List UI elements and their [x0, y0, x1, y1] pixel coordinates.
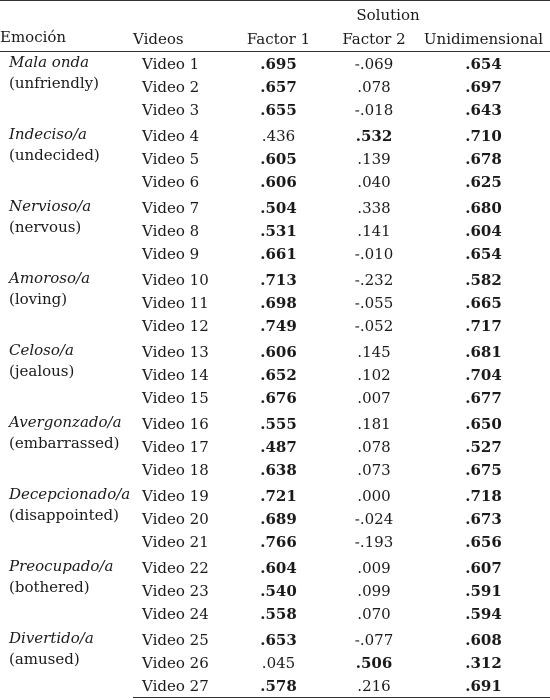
factor2-loading: -.055	[354, 293, 394, 312]
emotion-english: (unfriendly)	[9, 74, 99, 92]
table-body	[0, 52, 550, 698]
emotion-spanish: Divertido/a	[9, 629, 94, 647]
unidimensional-loading: .591	[465, 581, 502, 600]
unidimensional-loading: .680	[417, 195, 550, 220]
unidimensional-loading: .607	[417, 555, 550, 580]
factor2-loading: -.024	[354, 509, 394, 528]
factor1-loading: .766	[260, 532, 297, 551]
emotion-english: (disappointed)	[9, 506, 119, 524]
unidimensional-loading: .656	[465, 532, 502, 551]
factor1-loading: .604	[226, 555, 331, 580]
factor1-loading: .657	[260, 77, 297, 96]
emotion-label	[0, 52, 133, 123]
factor1-loading: .540	[260, 581, 297, 600]
video-label: Video 15	[142, 388, 209, 407]
video-label: Video 10	[133, 267, 226, 292]
factor1-loading: .676	[260, 388, 297, 407]
unidimensional-loading: .681	[417, 339, 550, 364]
factor2-loading: -.010	[354, 244, 394, 263]
video-label: Video 18	[142, 460, 209, 479]
factor1-loading: .606	[226, 339, 331, 364]
emotion-label	[0, 195, 133, 267]
video-label: Video 11	[142, 293, 209, 312]
factor1-loading: .504	[226, 195, 331, 220]
unidimensional-loading: .697	[465, 77, 502, 96]
emotion-label	[0, 627, 133, 698]
video-label: Video 26	[142, 653, 209, 672]
unidimensional-loading: .608	[417, 627, 550, 652]
table-row	[0, 555, 550, 580]
video-label: Video 2	[142, 77, 200, 96]
video-label: Video 27	[133, 674, 226, 698]
factor2-loading: .506	[355, 653, 393, 672]
factor1-loading: .695	[260, 54, 297, 73]
factor2-loading: -.069	[354, 54, 394, 73]
factor2-loading: .070	[357, 604, 391, 623]
factor2-loading: -.018	[354, 100, 394, 119]
table-row	[0, 123, 550, 148]
video-label: Video 24	[142, 604, 209, 623]
factor2-loading: .141	[357, 221, 391, 240]
factor2-loading: .102	[357, 365, 391, 384]
unidimensional-loading: .625	[465, 172, 502, 191]
unidimensional-loading: .665	[465, 293, 502, 312]
emotion-english: (embarrassed)	[9, 434, 120, 452]
unidimensional-loading: .527	[465, 437, 502, 456]
unidimensional-loading: .594	[465, 604, 502, 623]
video-label: Video 9	[142, 244, 200, 263]
emotion-column-header: Emoción	[0, 24, 133, 52]
solution-header: Solution	[226, 1, 550, 25]
video-label: Video 23	[142, 581, 209, 600]
video-label: Video 13	[133, 339, 226, 364]
factor1-loading: .045	[261, 653, 296, 672]
emotion-english: (jealous)	[9, 362, 75, 380]
unidimensional-loading: .654	[465, 244, 502, 263]
factor2-loading: .009	[331, 555, 417, 580]
factor2-loading: .078	[357, 437, 391, 456]
emotion-english: (undecided)	[9, 146, 100, 164]
factor1-loading: .638	[260, 460, 297, 479]
unidimensional-loading: .718	[417, 483, 550, 508]
unidimensional-loading: .654	[465, 54, 502, 73]
unidimensional-loading: .678	[465, 149, 502, 168]
video-label: Video 3	[142, 100, 200, 119]
factor2-loading: .145	[331, 339, 417, 364]
video-label: Video 22	[133, 555, 226, 580]
unidimensional-loading: .582	[417, 267, 550, 292]
video-label: Video 12	[142, 316, 209, 335]
video-label: Video 25	[133, 627, 226, 652]
factor2-loading: .000	[331, 483, 417, 508]
emotion-label	[0, 267, 133, 339]
emotion-spanish: Preocupado/a	[9, 557, 114, 575]
unidimensional-loading: .643	[465, 100, 502, 119]
emotion-spanish: Nervioso/a	[9, 197, 92, 215]
factor2-loading: -.052	[354, 316, 394, 335]
emotion-english: (bothered)	[9, 578, 90, 596]
factor1-loading: .555	[226, 411, 331, 436]
factor2-loading: .216	[331, 674, 417, 698]
emotion-label	[0, 339, 133, 411]
header-row-columns	[0, 24, 550, 52]
table-row	[0, 411, 550, 436]
unidimensional-loading: .691	[417, 674, 550, 698]
video-label: Video 19	[133, 483, 226, 508]
unidimensional-loading: .312	[465, 653, 502, 672]
emotion-label	[0, 123, 133, 195]
factor1-loading: .606	[260, 172, 297, 191]
factor2-column-header: Factor 2	[331, 24, 417, 52]
factor2-loading: .181	[331, 411, 417, 436]
factor2-loading: .040	[357, 172, 391, 191]
factor1-loading: .578	[226, 674, 331, 698]
videos-column-header: Videos	[133, 24, 226, 52]
emotion-english: (loving)	[9, 290, 68, 308]
factor1-loading: .698	[260, 293, 297, 312]
factor1-loading: .661	[260, 244, 297, 263]
video-label: Video 6	[142, 172, 200, 191]
factor2-loading: .099	[357, 581, 391, 600]
factor1-loading: .749	[260, 316, 297, 335]
factor1-loading: .655	[260, 100, 297, 119]
factor1-loading: .652	[260, 365, 297, 384]
emotion-label	[0, 411, 133, 483]
factor1-loading: .713	[226, 267, 331, 292]
factor2-loading: -.232	[331, 267, 417, 292]
video-label: Video 20	[142, 509, 209, 528]
table-header	[0, 1, 550, 52]
emotion-label	[0, 555, 133, 627]
video-label: Video 21	[142, 532, 209, 551]
unidimensional-loading: .710	[417, 123, 550, 148]
video-label: Video 1	[142, 54, 200, 73]
emotion-spanish: Decepcionado/a	[9, 485, 131, 503]
table-row	[0, 483, 550, 508]
unidimensional-loading: .650	[417, 411, 550, 436]
factor1-loading: .721	[226, 483, 331, 508]
factor1-column-header: Factor 1	[226, 24, 331, 52]
factor2-loading: .139	[357, 149, 391, 168]
factor1-loading: .605	[260, 149, 297, 168]
emotion-spanish: Avergonzado/a	[9, 413, 122, 431]
factor1-loading: .531	[260, 221, 297, 240]
unidimensional-loading: .604	[465, 221, 502, 240]
unidimensional-column-header: Unidimensional	[417, 24, 550, 52]
video-label: Video 8	[142, 221, 200, 240]
unidimensional-loading: .717	[465, 316, 502, 335]
video-label: Video 5	[142, 149, 200, 168]
factor2-loading: .007	[357, 388, 391, 407]
unidimensional-loading: .675	[465, 460, 502, 479]
table-row	[0, 267, 550, 292]
emotion-english: (nervous)	[9, 218, 82, 236]
unidimensional-loading: .673	[465, 509, 502, 528]
factor2-loading: .078	[357, 77, 391, 96]
factor2-loading: .073	[357, 460, 391, 479]
factor2-loading: .338	[331, 195, 417, 220]
video-label: Video 14	[142, 365, 209, 384]
emotion-spanish: Celoso/a	[9, 341, 74, 359]
table-row	[0, 339, 550, 364]
emotion-spanish: Indeciso/a	[9, 125, 87, 143]
table-row	[0, 52, 550, 76]
unidimensional-loading: .704	[465, 365, 502, 384]
video-label: Video 16	[133, 411, 226, 436]
factor1-loading: .487	[260, 437, 297, 456]
video-label: Video 17	[142, 437, 209, 456]
header-row-solution	[0, 1, 550, 25]
video-label: Video 7	[133, 195, 226, 220]
factor1-loading: .689	[260, 509, 297, 528]
emotion-label	[0, 483, 133, 555]
emotion-spanish: Amoroso/a	[9, 269, 91, 287]
emotion-english: (amused)	[9, 650, 80, 668]
factor2-loading: -.193	[354, 532, 394, 551]
factor1-loading: .558	[260, 604, 297, 623]
factor2-loading: .532	[331, 123, 417, 148]
table-row	[0, 627, 550, 652]
emotion-spanish: Mala onda	[9, 53, 90, 71]
table-row	[0, 195, 550, 220]
unidimensional-loading: .677	[465, 388, 502, 407]
factor1-loading: .436	[226, 123, 331, 148]
factor1-loading: .653	[226, 627, 331, 652]
factor2-loading: -.077	[331, 627, 417, 652]
video-label: Video 4	[133, 123, 226, 148]
